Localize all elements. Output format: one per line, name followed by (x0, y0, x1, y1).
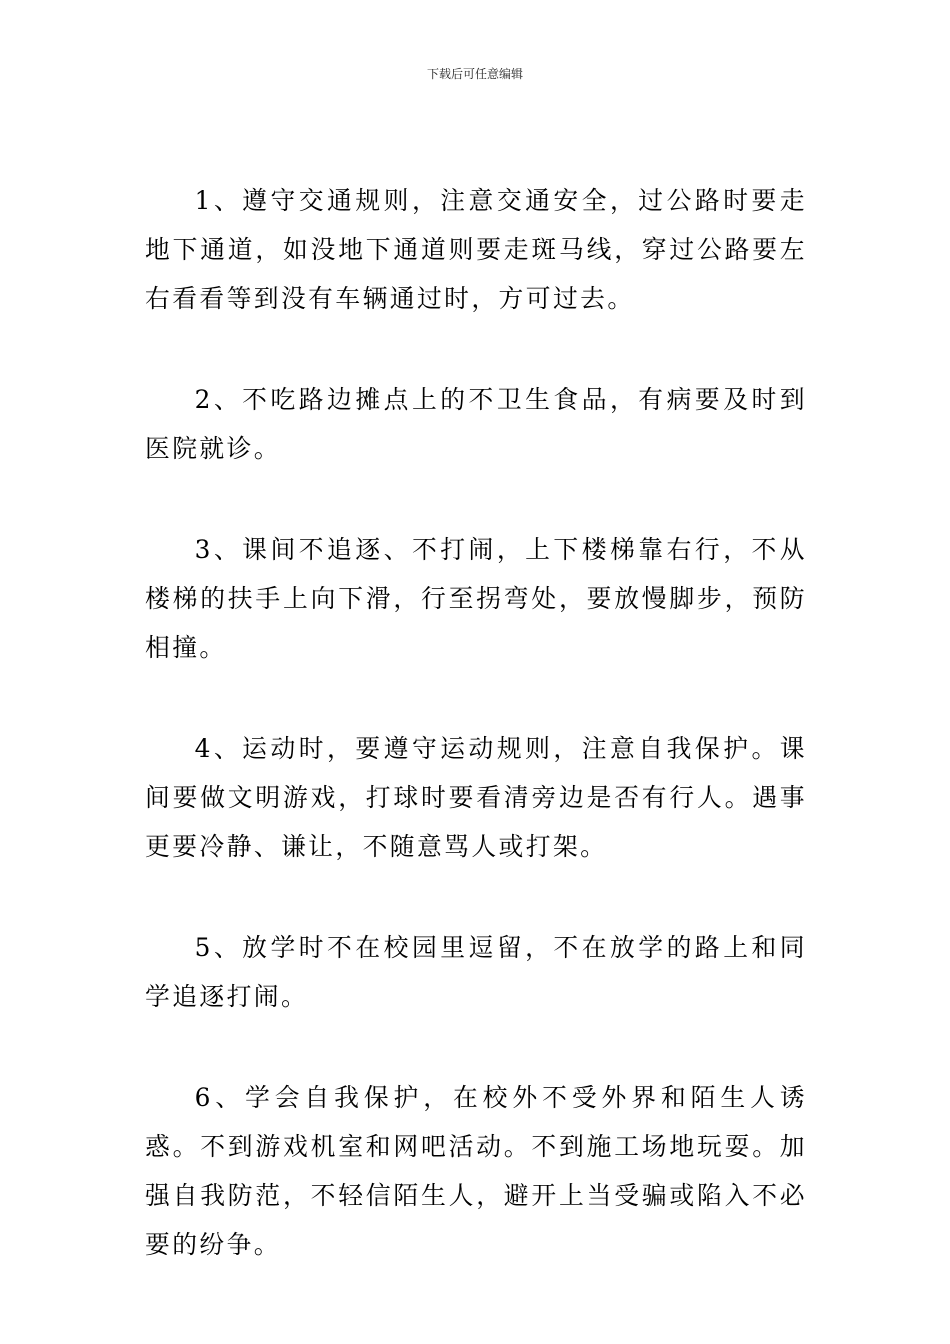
page-header: 下载后可任意编辑 (426, 67, 523, 81)
paragraph-2: 2、不吃路边摊点上的不卫生食品，有病要及时到医院就诊。 (145, 385, 807, 463)
paragraph-1: 1、遵守交通规则，注意交通安全，过公路时要走地下通道，如没地下通道则要走斑马线，穿过公路要左右看看等到没有车辆通过时，方可过去。 (145, 186, 807, 313)
paragraph-3: 3、课间不追逐、不打闹，上下楼梯靠右行，不从楼梯的扶手上向下滑，行至拐弯处，要放慢脚步，预防相撞。 (145, 535, 807, 662)
paragraph-5: 5、放学时不在校园里逗留，不在放学的路上和同学追逐打闹。 (145, 933, 807, 1011)
paragraph-4: 4、运动时，要遵守运动规则，注意自我保护。课间要做文明游戏，打球时要看清旁边是否有行人。遇事更要冷静、谦让，不随意骂人或打架。 (145, 734, 807, 861)
document-body (145, 176, 807, 1321)
paragraph-6: 6、学会自我保护，在校外不受外界和陌生人诱惑。不到游戏机室和网吧活动。不到施工场地玩耍。加强自我防范，不轻信陌生人，避开上当受骗或陷入不必要的纷争。 (145, 1083, 807, 1259)
